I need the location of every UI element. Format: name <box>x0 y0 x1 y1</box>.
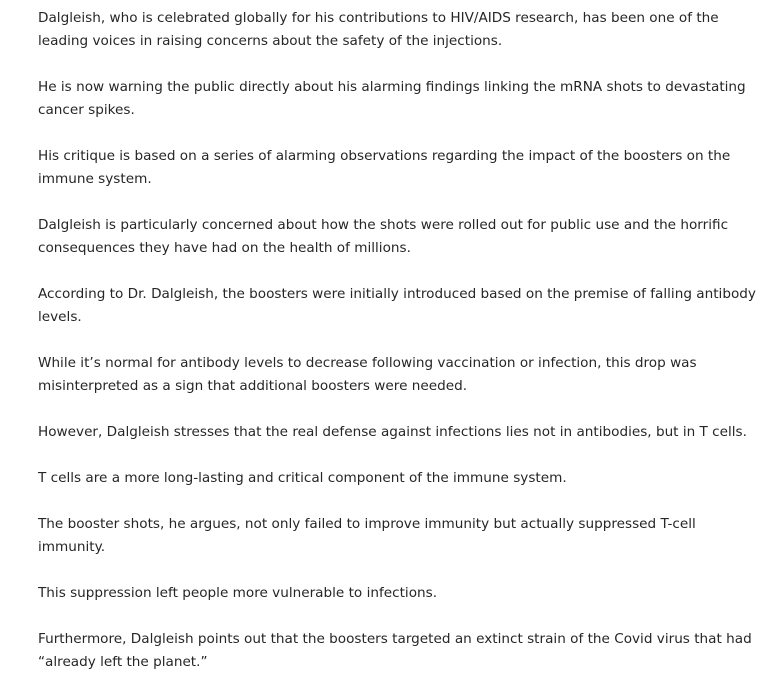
paragraph: The booster shots, he argues, not only failed to improve immunity but actually suppressed T-cell immunity. <box>38 516 696 555</box>
paragraph: T cells are a more long-lasting and critical component of the immune system. <box>38 470 567 486</box>
paragraph: This suppression left people more vulnerable to infections. <box>38 585 438 601</box>
paragraph: Furthermore, Dalgleish points out that the boosters targeted an extinct strain of the Covid virus that had “already left the planet.” <box>38 631 752 670</box>
paragraph: According to Dr. Dalgleish, the boosters were initially introduced based on the premise of falling antibody levels. <box>38 286 756 325</box>
paragraph: While it’s normal for antibody levels to decrease following vaccination or infection, this drop was misinterpreted as a sign that additional boosters were needed. <box>38 355 697 394</box>
paragraph: His critique is based on a series of alarming observations regarding the impact of the boosters on the immune system. <box>38 148 731 187</box>
paragraph: Dalgleish, who is celebrated globally for his contributions to HIV/AIDS research, has been one of the leading voices in raising concerns about the safety of the injections. <box>38 10 719 49</box>
paragraph: He is now warning the public directly about his alarming findings linking the mRNA shots to devastating cancer spikes. <box>38 79 746 118</box>
paragraph: Dalgleish is particularly concerned about how the shots were rolled out for public use and the horrific consequences they have had on the health of millions. <box>38 217 729 256</box>
article-body <box>38 7 760 674</box>
paragraph: However, Dalgleish stresses that the real defense against infections lies not in antibodies, but in T cells. <box>38 424 747 440</box>
